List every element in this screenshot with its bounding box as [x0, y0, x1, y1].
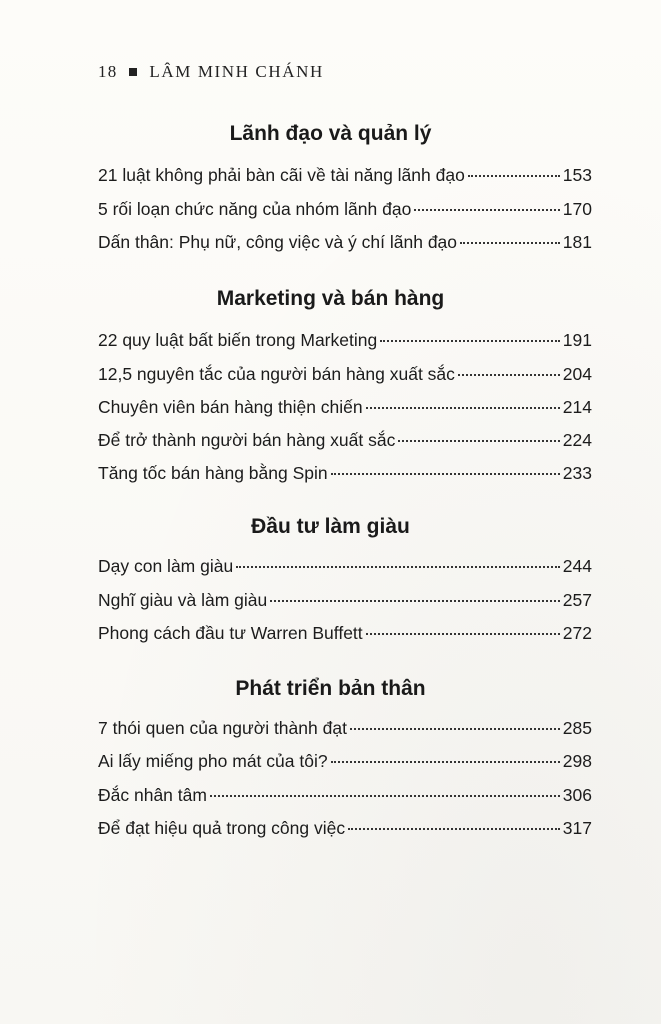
dot-leader [331, 473, 560, 475]
entry-page: 181 [562, 232, 592, 252]
entry-page: 244 [562, 556, 592, 576]
entry-page: 233 [562, 463, 592, 483]
entry-page: 170 [562, 199, 592, 219]
dot-leader [350, 728, 560, 730]
entry-page: 317 [562, 818, 592, 838]
entry-title: 7 thói quen của người thành đạt [98, 718, 347, 738]
entry-title: 21 luật không phải bàn cãi về tài năng lãnh đạo [98, 165, 465, 185]
entry-title: Chuyên viên bán hàng thiện chiến [98, 397, 363, 417]
dot-leader [270, 600, 560, 602]
toc-entry [98, 430, 592, 451]
entry-title: 22 quy luật bất biến trong Marketing [98, 330, 378, 350]
dot-leader [460, 242, 560, 244]
entry-title: Dạy con làm giàu [98, 556, 234, 576]
entry-page: 257 [562, 590, 592, 610]
dot-leader [366, 633, 560, 635]
page-number: 18 [98, 62, 118, 81]
entry-title: Để đạt hiệu quả trong công việc [98, 818, 346, 838]
entry-title: 12,5 nguyên tắc của người bán hàng xuất sắc [98, 364, 455, 384]
toc-entry [98, 590, 592, 611]
toc-entry [98, 785, 592, 806]
entry-page: 285 [562, 718, 592, 738]
toc-entry [98, 199, 592, 220]
dot-leader [210, 795, 560, 797]
toc-entry [98, 463, 592, 484]
dot-leader [398, 440, 559, 442]
toc-entry [98, 232, 592, 253]
entry-title: Phong cách đầu tư Warren Buffett [98, 623, 363, 643]
entry-page: 306 [562, 785, 592, 805]
dot-leader [331, 761, 560, 763]
toc-entry [98, 364, 592, 385]
toc-entry [98, 556, 592, 577]
entry-title: Dấn thân: Phụ nữ, công việc và ý chí lãnh đạo [98, 232, 458, 252]
entry-page: 191 [562, 330, 592, 350]
toc-entry [98, 623, 592, 644]
dot-leader [414, 209, 559, 211]
dot-leader [348, 828, 560, 830]
running-header [98, 62, 324, 82]
section-title-leadership: Lãnh đạo và quản lý [229, 122, 432, 145]
entry-page: 204 [562, 364, 592, 384]
toc-entry [98, 751, 592, 772]
dot-leader [380, 340, 560, 342]
entry-page: 272 [562, 623, 592, 643]
dot-leader [366, 407, 560, 409]
toc-entry [98, 818, 592, 839]
entry-title: Tăng tốc bán hàng bằng Spin [98, 463, 328, 483]
toc-entry [98, 330, 592, 351]
entry-title: 5 rối loạn chức năng của nhóm lãnh đạo [98, 199, 412, 219]
entry-page: 214 [562, 397, 592, 417]
entry-title: Đắc nhân tâm [98, 785, 207, 805]
entry-page: 298 [562, 751, 592, 771]
toc-entry [98, 718, 592, 739]
entry-title: Để trở thành người bán hàng xuất sắc [98, 430, 396, 450]
section-title-self-development: Phát triển bản thân [235, 677, 426, 700]
square-bullet-icon [129, 68, 137, 76]
toc-entry [98, 165, 592, 186]
section-title-investing: Đầu tư làm giàu [251, 515, 410, 538]
entry-title: Ai lấy miếng pho mát của tôi? [98, 751, 328, 771]
toc-entry [98, 397, 592, 418]
entry-page: 153 [562, 165, 592, 185]
author-name: LÂM MINH CHÁNH [149, 62, 324, 81]
entry-title: Nghĩ giàu và làm giàu [98, 590, 268, 610]
entry-page: 224 [562, 430, 592, 450]
dot-leader [236, 566, 560, 568]
dot-leader [468, 175, 560, 177]
section-title-marketing: Marketing và bán hàng [216, 287, 445, 310]
dot-leader [458, 374, 560, 376]
